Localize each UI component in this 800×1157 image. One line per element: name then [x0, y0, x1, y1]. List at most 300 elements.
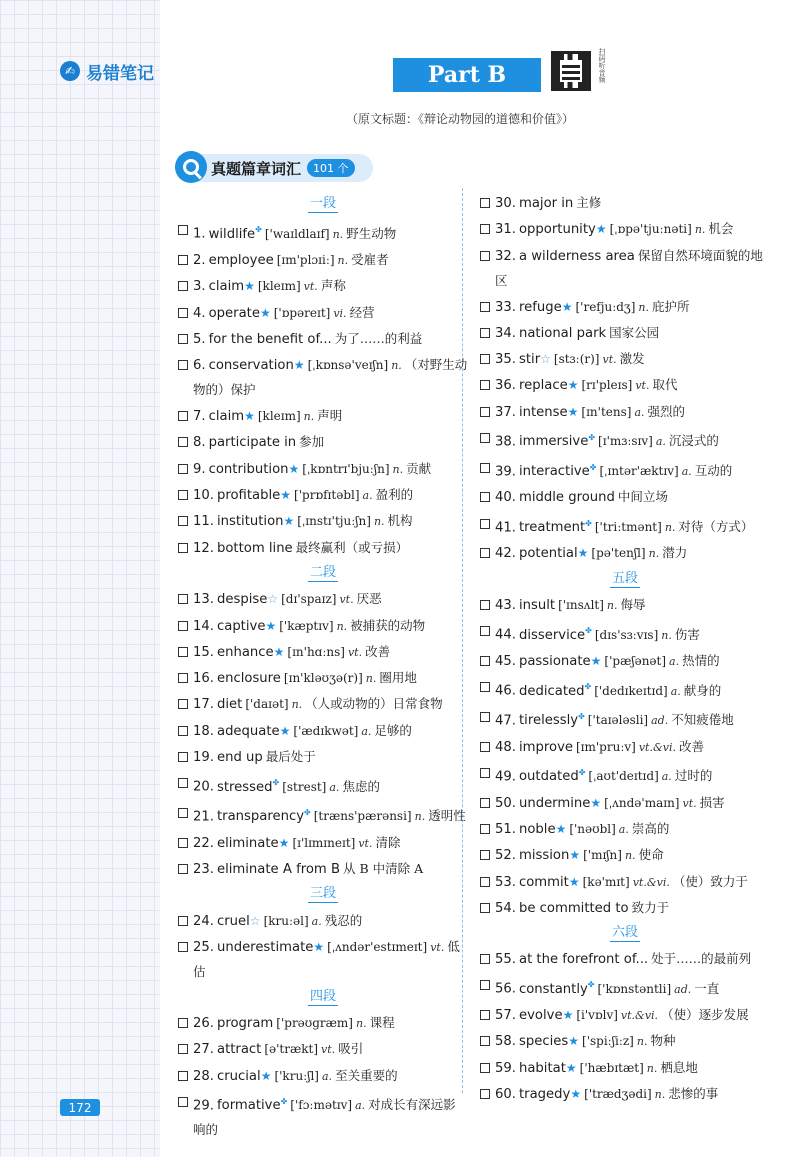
entry-pos: a.	[661, 770, 672, 784]
vocab-entry	[480, 540, 770, 566]
checkbox[interactable]	[480, 1063, 490, 1073]
vocab-entry	[480, 618, 770, 648]
key-star-icon: ★	[590, 795, 602, 810]
vocab-entry	[480, 455, 770, 485]
checkbox[interactable]	[480, 1089, 490, 1099]
note-icon: ✤	[272, 778, 280, 788]
key-star-icon: ★	[570, 1087, 582, 1102]
entry-number: 57.	[495, 1008, 516, 1024]
entry-definition: 献身的	[683, 682, 722, 698]
entry-definition: 物种	[650, 1033, 676, 1049]
entry-pos: a.	[311, 914, 322, 928]
checkbox[interactable]	[480, 354, 490, 364]
entry-definition: 庇护所	[651, 298, 690, 314]
entry-number: 43.	[495, 598, 516, 614]
vocab-entry	[480, 320, 770, 346]
key-star-icon: ★	[561, 299, 573, 314]
entry-definition: 沉浸式的	[668, 433, 719, 449]
entry-definition: 保留自然环境面貌的地区	[495, 247, 763, 288]
brand-label: 易错笔记	[86, 63, 154, 84]
entry-number: 38.	[495, 434, 516, 450]
entry-definition: 最后处于	[265, 749, 316, 765]
entry-definition: 栖息地	[660, 1059, 698, 1075]
entry-word: stir	[518, 352, 541, 368]
entry-phonetic: ['trædʒədi]	[584, 1087, 652, 1102]
entry-text	[193, 429, 468, 455]
entry-phonetic: [kə'mɪt]	[582, 874, 630, 889]
entry-text	[495, 972, 770, 1002]
entry-definition: 残忍的	[324, 912, 363, 928]
checkbox[interactable]	[480, 712, 490, 722]
segment-heading: 五段	[611, 570, 638, 586]
entry-word: be committed to	[518, 900, 629, 916]
checkbox[interactable]	[480, 768, 490, 778]
vocab-entry	[178, 691, 468, 717]
entry-word: end up	[216, 750, 263, 766]
entry-phonetic: [ˌɪntər'æktɪv]	[599, 464, 679, 479]
entry-word: interactive	[518, 464, 590, 480]
vocab-entry	[178, 482, 468, 508]
entry-pos: n.	[391, 359, 402, 373]
vocab-entry	[480, 511, 770, 541]
checkbox[interactable]	[480, 626, 490, 636]
entry-definition: （使）致力于	[672, 873, 748, 889]
checkbox[interactable]	[480, 224, 490, 234]
vocab-entry	[480, 972, 770, 1002]
checkbox[interactable]	[480, 302, 490, 312]
entry-definition: 对待（方式）	[678, 519, 754, 535]
entry-number: 16.	[193, 671, 214, 687]
checkbox[interactable]	[178, 360, 188, 370]
entry-text	[495, 648, 770, 674]
vocab-entry	[480, 674, 770, 704]
hollow-star-icon: ☆	[249, 913, 261, 928]
entry-word: commit	[518, 874, 569, 890]
entry-word: noble	[518, 821, 556, 837]
vocab-entry	[178, 718, 468, 744]
vocab-entry	[178, 639, 468, 665]
entry-phonetic: [ɪm'plɔɪiː]	[276, 252, 335, 267]
entry-pos: vt.	[358, 836, 373, 850]
entry-definition: 被捕获的动物	[350, 617, 426, 633]
entry-word: improve	[518, 739, 573, 755]
qr-code-icon[interactable]	[551, 51, 591, 91]
entry-text	[495, 540, 770, 566]
entry-phonetic: ['ɒpəreɪt]	[273, 305, 331, 320]
entry-number: 29.	[193, 1098, 214, 1114]
checkbox[interactable]	[178, 225, 188, 235]
entry-phonetic: [strest]	[282, 779, 327, 794]
vocab-entry	[480, 294, 770, 320]
checkbox[interactable]	[480, 656, 490, 666]
entry-number: 46.	[495, 683, 516, 699]
entry-word: middle ground	[518, 490, 615, 506]
entry-phonetic: [ə'trækt]	[264, 1042, 319, 1057]
vocab-entry	[480, 869, 770, 895]
vocab-entry	[178, 247, 468, 273]
checkbox[interactable]	[178, 647, 188, 657]
checkbox[interactable]	[178, 255, 188, 265]
entry-phonetic: ['fɔːmətɪv]	[290, 1098, 353, 1113]
vocab-entry	[480, 243, 770, 294]
key-star-icon: ★	[283, 514, 295, 529]
hollow-star-icon: ☆	[267, 592, 279, 607]
entry-definition: 损害	[699, 794, 725, 810]
entry-definition: 经营	[349, 304, 375, 320]
entry-pos: n.	[355, 1017, 367, 1031]
checkbox[interactable]	[178, 543, 188, 553]
entry-word: insult	[518, 598, 556, 614]
segment-heading: 二段	[309, 565, 336, 581]
entry-definition: 使命	[638, 847, 664, 863]
entry-text	[193, 403, 468, 429]
entry-word: bottom line	[216, 540, 293, 556]
entry-text	[193, 586, 468, 612]
entry-pos: a.	[361, 724, 372, 738]
entry-word: refuge	[518, 299, 562, 315]
checkbox[interactable]	[480, 463, 490, 473]
entry-word: conservation	[208, 358, 294, 374]
qr-caption: 扫码听音频	[598, 48, 606, 83]
checkbox[interactable]	[480, 824, 490, 834]
key-star-icon: ★	[244, 279, 255, 294]
entry-word: habitat	[518, 1060, 566, 1076]
entry-text	[495, 511, 770, 541]
entry-definition: 不知疲倦地	[671, 712, 734, 728]
key-star-icon: ★	[288, 461, 300, 476]
entry-definition: 低估	[193, 938, 460, 979]
part-title: Part B	[393, 58, 541, 92]
entry-definition: 中间立场	[617, 489, 668, 505]
vocab-entry	[480, 760, 770, 790]
note-icon: ✤	[585, 626, 592, 636]
checkbox[interactable]	[178, 699, 188, 709]
entry-text	[495, 346, 770, 372]
entry-number: 12.	[193, 540, 214, 556]
checkbox[interactable]	[178, 411, 188, 421]
entry-text	[193, 613, 468, 639]
entry-pos: a.	[655, 435, 666, 449]
entry-word: operate	[208, 305, 260, 321]
checkbox[interactable]	[178, 334, 188, 344]
entry-definition: 贡献	[406, 460, 432, 476]
checkbox[interactable]	[178, 726, 188, 736]
checkbox[interactable]	[178, 778, 188, 788]
checkbox[interactable]	[480, 1036, 490, 1046]
entry-phonetic: [ˌɒpə'tjuːnəti]	[609, 222, 692, 237]
checkbox[interactable]	[480, 877, 490, 887]
checkbox[interactable]	[480, 492, 490, 502]
entry-number: 21.	[193, 809, 214, 825]
vocab-entry	[178, 456, 468, 482]
entry-pos: vt.	[339, 593, 354, 607]
entry-text	[495, 592, 770, 618]
vocab-entry	[480, 190, 770, 216]
entry-phonetic: [kleɪm]	[257, 409, 301, 424]
entry-definition: 互动的	[694, 463, 733, 479]
entry-definition: 热情的	[682, 653, 720, 669]
entry-word: eliminate	[216, 835, 279, 851]
entry-word: evolve	[518, 1008, 563, 1024]
entry-pos: n.	[365, 672, 377, 686]
entry-text	[495, 618, 770, 648]
key-star-icon: ★	[565, 1060, 577, 1075]
entry-text	[193, 273, 468, 299]
entry-text	[495, 842, 770, 868]
entry-pos: ad.	[674, 982, 692, 996]
vocab-entry	[480, 842, 770, 868]
checkbox[interactable]	[480, 251, 490, 261]
entry-phonetic: ['nəʊbl]	[569, 821, 616, 836]
checkbox[interactable]	[178, 437, 188, 447]
entry-definition: 厌恶	[356, 591, 382, 607]
entry-pos: a.	[681, 465, 692, 479]
entry-word: claim	[208, 409, 245, 425]
entry-word: species	[518, 1034, 569, 1050]
entry-word: institution	[216, 514, 284, 530]
key-star-icon: ★	[280, 488, 292, 503]
checkbox[interactable]	[480, 433, 490, 443]
vocab-entry	[480, 592, 770, 618]
entry-phonetic: [ˌaʊt'deɪtɪd]	[588, 769, 659, 784]
entry-phonetic: [ˌʌndər'estɪmeɪt]	[327, 939, 428, 954]
entry-number: 8.	[193, 435, 206, 451]
entry-pos: n.	[624, 849, 636, 863]
entry-word: constantly	[518, 981, 588, 997]
key-star-icon: ★	[293, 358, 305, 373]
entry-pos: a.	[329, 780, 340, 794]
vocab-entry	[178, 403, 468, 429]
entry-word: transparency	[216, 809, 304, 825]
entry-number: 6.	[193, 358, 206, 374]
checkbox[interactable]	[480, 954, 490, 964]
vocab-entry	[480, 1081, 770, 1107]
entry-word: for the benefit of...	[208, 331, 332, 347]
entry-number: 35.	[495, 352, 516, 368]
entry-number: 60.	[495, 1087, 516, 1103]
entry-pos: ad.	[651, 714, 669, 728]
entry-definition: 圈用地	[379, 670, 417, 686]
checkbox[interactable]	[178, 1071, 188, 1081]
entry-number: 23.	[193, 862, 214, 877]
entry-text	[193, 217, 468, 247]
note-icon: ✤	[585, 518, 592, 528]
checkbox[interactable]	[178, 916, 188, 926]
checkbox[interactable]	[178, 490, 188, 500]
checkbox[interactable]	[480, 850, 490, 860]
key-star-icon: ★	[265, 618, 277, 633]
checkbox[interactable]	[480, 682, 490, 692]
note-icon: ✤	[589, 462, 597, 472]
entry-definition: 对成长有深远影响的	[193, 1097, 456, 1138]
checkbox[interactable]	[480, 903, 490, 913]
checkbox[interactable]	[480, 600, 490, 610]
entry-definition: 最终赢利（或亏损）	[295, 539, 409, 555]
entry-definition: 激发	[619, 351, 645, 367]
page-number: 172	[60, 1099, 100, 1116]
checkbox[interactable]	[480, 407, 490, 417]
entry-definition: 足够的	[374, 722, 412, 738]
entry-definition: 崇高的	[631, 820, 670, 836]
entry-text	[495, 946, 770, 972]
checkbox[interactable]	[178, 1044, 188, 1054]
checkbox[interactable]	[178, 864, 188, 874]
original-title: （原文标题：《辩论动物园的道德和价值》）	[345, 112, 574, 126]
entry-pos: a.	[669, 655, 680, 669]
vocab-entry	[480, 895, 770, 921]
entry-phonetic: [i'vɒlv]	[576, 1008, 618, 1023]
entry-word: outdated	[518, 769, 579, 785]
entry-text	[495, 1002, 770, 1028]
checkbox[interactable]	[178, 808, 188, 818]
checkbox[interactable]	[178, 838, 188, 848]
checkbox[interactable]	[480, 198, 490, 208]
checkbox[interactable]	[480, 548, 490, 558]
checkbox[interactable]	[480, 519, 490, 529]
checkbox[interactable]	[178, 942, 188, 952]
entry-word: underestimate	[216, 939, 314, 955]
word-count-badge: 101 个	[307, 159, 355, 177]
vocab-entry	[178, 934, 468, 985]
entry-word: tirelessly	[518, 713, 579, 729]
entry-text	[193, 800, 468, 830]
entry-phonetic: [dɪ'spaɪz]	[281, 592, 337, 607]
entry-number: 10.	[193, 488, 214, 504]
entry-phonetic: ['kruːʃl]	[274, 1068, 319, 1083]
entry-text	[495, 399, 770, 425]
checkbox[interactable]	[178, 1097, 188, 1107]
entry-definition: 课程	[369, 1015, 395, 1031]
entry-number: 15.	[193, 644, 214, 660]
entry-pos: n.	[661, 628, 672, 642]
note-icon: ✤	[584, 682, 592, 692]
entry-number: 48.	[495, 739, 516, 755]
entry-phonetic: [ˌkɒntrɪ'bjuːʃn]	[302, 461, 390, 476]
entry-pos: n.	[694, 223, 706, 237]
entry-word: captive	[216, 618, 266, 634]
entry-definition: 声称	[320, 278, 346, 294]
entry-word: dedicated	[518, 683, 585, 699]
checkbox[interactable]	[178, 281, 188, 291]
checkbox[interactable]	[178, 1018, 188, 1028]
entry-number: 50.	[495, 795, 516, 811]
entry-text	[495, 425, 770, 455]
entry-number: 31.	[495, 222, 516, 238]
entry-text	[495, 455, 770, 485]
entry-phonetic: ['waɪldlaɪf]	[264, 226, 330, 241]
entry-word: passionate	[518, 654, 591, 670]
vocab-entry	[178, 326, 468, 352]
checkbox[interactable]	[178, 308, 188, 318]
segment-heading: 三段	[309, 886, 336, 902]
entry-number: 24.	[193, 913, 214, 929]
checkbox[interactable]	[480, 798, 490, 808]
entry-word: eliminate A from B	[216, 862, 340, 877]
entry-text	[495, 869, 770, 895]
entry-phonetic: ['prəʊgræm]	[276, 1016, 353, 1031]
vocab-entry	[178, 300, 468, 326]
entry-definition: 主修	[576, 195, 602, 210]
vocab-entry	[178, 586, 468, 612]
checkbox[interactable]	[480, 380, 490, 390]
entry-number: 25.	[193, 939, 214, 955]
checkbox[interactable]	[178, 516, 188, 526]
checkbox[interactable]	[480, 1010, 490, 1020]
entry-pos: n.	[638, 300, 649, 314]
entry-word: contribution	[208, 461, 289, 477]
vocab-entry	[178, 665, 468, 691]
note-icon: ✤	[578, 767, 586, 777]
entry-text	[193, 247, 468, 273]
note-icon: ✤	[255, 225, 262, 235]
entry-pos: a.	[355, 1099, 366, 1113]
entry-definition: 透明性	[428, 808, 466, 824]
vocab-column-right	[480, 190, 770, 1107]
vocab-entry	[178, 1036, 468, 1062]
entry-pos: vi.	[333, 306, 347, 320]
checkbox[interactable]	[480, 328, 490, 338]
entry-phonetic: ['dedɪkeɪtɪd]	[594, 683, 668, 698]
vocab-entry	[480, 648, 770, 674]
entry-phonetic: [ɪn'kləʊʒə(r)]	[283, 671, 363, 686]
entry-text	[193, 934, 468, 985]
entry-word: crucial	[216, 1068, 261, 1084]
entry-definition: 吸引	[338, 1041, 364, 1057]
checkbox[interactable]	[178, 464, 188, 474]
entry-number: 17.	[193, 697, 214, 713]
entry-phonetic: [ˌʌndə'maɪn]	[604, 795, 680, 810]
entry-definition: 清除	[375, 834, 401, 850]
entry-word: mission	[518, 848, 570, 864]
checkbox[interactable]	[178, 752, 188, 762]
entry-pos: a.	[670, 684, 681, 698]
checkbox[interactable]	[178, 673, 188, 683]
entry-pos: n.	[636, 1035, 648, 1049]
entry-text	[495, 190, 770, 216]
entry-text	[495, 704, 770, 734]
key-star-icon: ★	[313, 939, 325, 954]
checkbox[interactable]	[480, 980, 490, 990]
checkbox[interactable]	[178, 594, 188, 604]
entry-phonetic: ['kæptɪv]	[279, 618, 334, 633]
vocab-entry	[480, 734, 770, 760]
entry-definition: 声明	[317, 408, 343, 424]
key-star-icon: ★	[244, 409, 255, 424]
entry-number: 11.	[193, 514, 214, 530]
entry-phonetic: [ˌɪnstɪ'tjuːʃn]	[297, 514, 371, 529]
vocab-entry	[178, 770, 468, 800]
entry-phonetic: [ɪm'pruːv]	[575, 739, 636, 754]
entry-definition: 一直	[694, 980, 720, 996]
checkbox[interactable]	[480, 742, 490, 752]
grid-margin-decoration	[0, 0, 160, 1157]
entry-phonetic: [kruːəl]	[263, 913, 309, 928]
entry-word: opportunity	[518, 222, 596, 238]
entry-definition: 参加	[299, 434, 325, 450]
checkbox[interactable]	[178, 621, 188, 631]
entry-number: 41.	[495, 520, 516, 536]
entry-phonetic: [ˌkɒnsə'veɪʃn]	[307, 358, 389, 373]
vocab-entry	[178, 613, 468, 639]
note-icon: ✤	[578, 712, 585, 721]
entry-number: 19.	[193, 750, 214, 766]
vocab-entry	[480, 1055, 770, 1081]
entry-pos: n.	[336, 619, 348, 633]
entry-definition: 伤害	[674, 626, 700, 642]
entry-text	[495, 816, 770, 842]
entry-definition: 盈利的	[375, 487, 414, 503]
entry-word: at the forefront of...	[518, 952, 649, 968]
